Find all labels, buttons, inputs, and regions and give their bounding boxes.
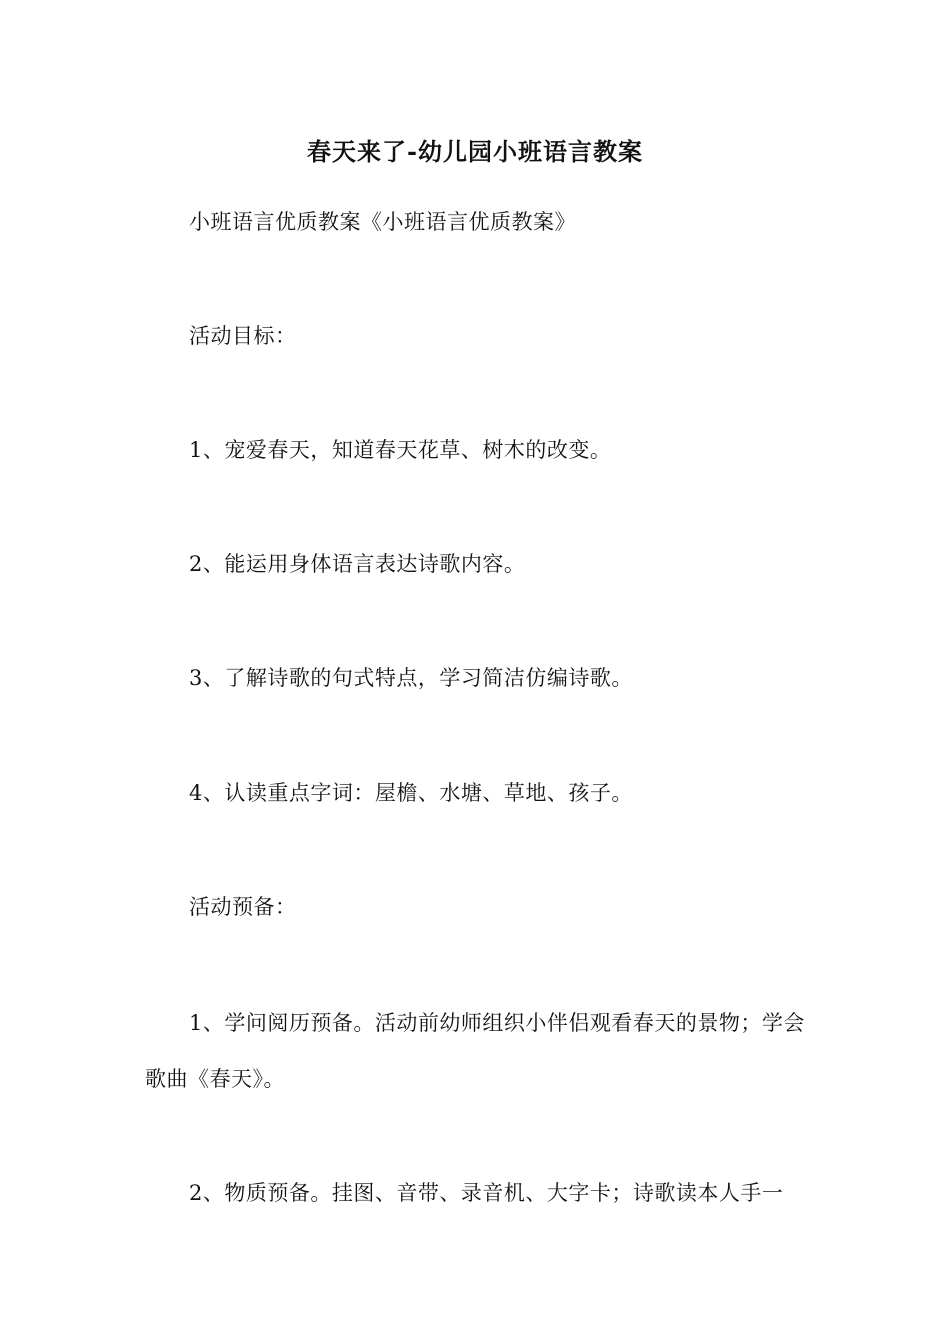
paragraph-goal-2: 2、能运用身体语言表达诗歌内容。: [189, 552, 526, 576]
paragraph-goals-heading: 活动目标：: [189, 324, 297, 348]
paragraph-intro: 小班语言优质教案《小班语言优质教案》: [189, 210, 576, 234]
paragraph-prep-heading: 活动预备：: [189, 895, 297, 919]
document-title: 春天来了-幼儿园小班语言教案: [307, 137, 643, 166]
paragraph-goal-1: 1、宠爱春天，知道春天花草、树木的改变。: [189, 438, 612, 462]
paragraph-prep-2: 2、物质预备。挂图、音带、录音机、大字卡；诗歌读本人手一: [189, 1181, 784, 1205]
paragraph-goal-3: 3、了解诗歌的句式特点，学习简洁仿编诗歌。: [189, 666, 633, 690]
paragraph-prep-1: 1、学问阅历预备。活动前幼师组织小伴侣观看春天的景物；学会歌曲《春天》。: [145, 1011, 805, 1091]
paragraph-goal-4: 4、认读重点字词：屋檐、水塘、草地、孩子。: [189, 781, 633, 805]
